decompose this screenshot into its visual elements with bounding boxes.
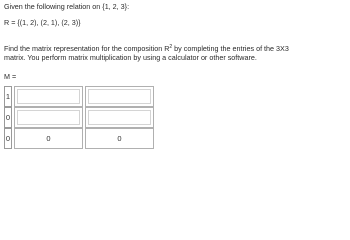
matrix-entry-r2c1: 0 [4,107,12,128]
relation-definition: R = {(1, 2), (2, 1), (2, 3)} [4,18,81,27]
question-intro: Given the following relation on {1, 2, 3}: [4,2,130,11]
matrix-entry-r1c1: 1 [4,86,12,107]
exponent: 2 [169,44,173,50]
matrix-row [4,107,156,128]
matrix-label: M = [4,72,17,81]
instruction-line-2: matrix. You perform matrix multiplication by using a calculator or other software. [4,53,257,62]
matrix-entry-r3c3 [85,128,154,149]
cell-value: 0 [117,134,122,143]
matrix-input-r1c3[interactable] [85,86,154,107]
matrix-grid [4,86,156,149]
input-value [15,87,82,106]
matrix-row [4,128,156,149]
matrix-entry-r3c2 [14,128,83,149]
input-value [86,87,153,106]
matrix-input-r2c3[interactable] [85,107,154,128]
matrix-entry-r3c1: 0 [4,128,12,149]
input-value [86,108,153,127]
matrix-row [4,86,156,107]
cell-value: 0 [46,134,51,143]
matrix-input-r1c2[interactable] [14,86,83,107]
instruction-text-a: Find the matrix representation for the composition R [4,44,170,53]
matrix-input-r2c2[interactable] [14,107,83,128]
input-value [15,108,82,127]
instruction-text-b: by completing the entries of the 3X3 [172,44,289,53]
